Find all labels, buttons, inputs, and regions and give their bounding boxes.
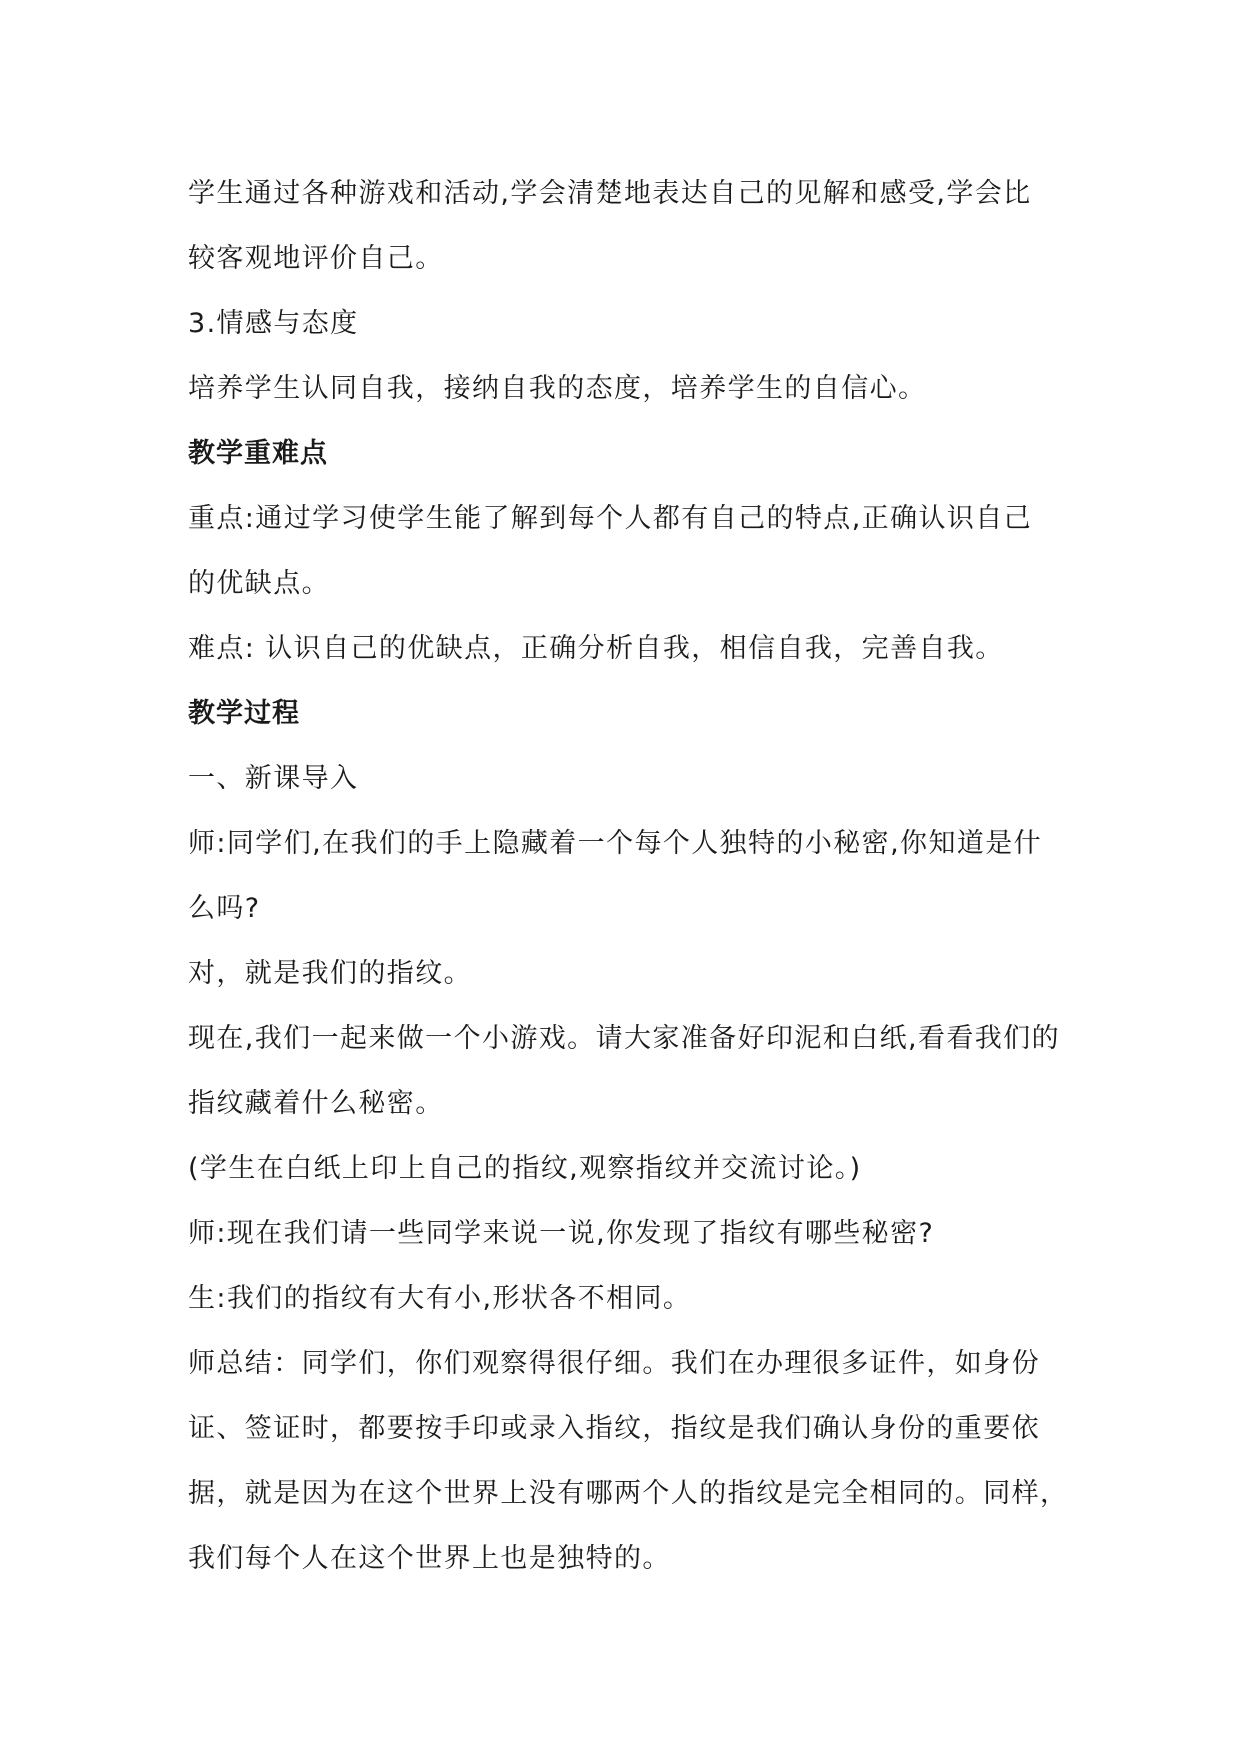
text-line: 师:现在我们请一些同学来说一说,你发现了指纹有哪些秘密? — [188, 1218, 935, 1249]
paragraph-fingerprint-answer — [188, 941, 1091, 1006]
text-line: 一、新课导入 — [188, 763, 359, 794]
paragraph-student-response — [188, 1266, 1091, 1331]
heading-text: 教学过程 — [188, 698, 300, 729]
heading-text: 教学重难点 — [188, 438, 328, 469]
paragraph-teacher-question — [188, 811, 1091, 941]
text-line: 么吗? — [188, 893, 261, 924]
text-line: 的优缺点。 — [188, 568, 330, 599]
text-line: 我们每个人在这个世界上也是独特的。 — [188, 1543, 671, 1574]
text-line: 现在,我们一起来做一个小游戏。请大家准备好印泥和白纸,看看我们的 — [188, 1023, 1060, 1054]
paragraph-objective-skills — [188, 161, 1091, 291]
text-line: 证、签证时，都要按手印或录入指纹，指纹是我们确认身份的重要依 — [188, 1413, 1040, 1444]
text-line: 难点: 认识自己的优缺点，正确分析自我，相信自我，完善自我。 — [188, 633, 1004, 664]
section-label-intro — [188, 746, 1091, 811]
text-line: 较客观地评价自己。 — [188, 243, 444, 274]
paragraph-game-instruction — [188, 1006, 1091, 1136]
paragraph-difficult-point — [188, 616, 1091, 681]
text-line: 师:同学们,在我们的手上隐藏着一个每个人独特的小秘密,你知道是什 — [188, 828, 1043, 859]
text-line: (学生在白纸上印上自己的指纹,观察指纹并交流讨论。) — [188, 1153, 862, 1184]
text-line: 生:我们的指纹有大有小,形状各不相同。 — [188, 1283, 692, 1314]
text-line: 对，就是我们的指纹。 — [188, 958, 472, 989]
text-line: 培养学生认同自我，接纳自我的态度，培养学生的自信心。 — [188, 373, 927, 404]
paragraph-teacher-summary — [188, 1331, 1091, 1591]
text-line: 指纹藏着什么秘密。 — [188, 1088, 444, 1119]
paragraph-student-activity — [188, 1136, 1091, 1201]
section-label-emotion — [188, 291, 1091, 356]
text-line: 师总结：同学们，你们观察得很仔细。我们在办理很多证件，如身份 — [188, 1348, 1040, 1379]
text-line: 学生通过各种游戏和活动,学会清楚地表达自己的见解和感受,学会比 — [188, 178, 1032, 209]
text-line: 据，就是因为在这个世界上没有哪两个人的指纹是完全相同的。同样， — [188, 1478, 1069, 1509]
heading-key-difficult-points — [188, 421, 1091, 486]
paragraph-key-point — [188, 486, 1091, 616]
text-line: 重点:通过学习使学生能了解到每个人都有自己的特点,正确认识自己 — [188, 503, 1033, 534]
paragraph-emotion-goal — [188, 356, 1091, 421]
text-line: 3.情感与态度 — [188, 308, 359, 339]
heading-teaching-process — [188, 681, 1091, 746]
paragraph-teacher-prompt — [188, 1201, 1091, 1266]
